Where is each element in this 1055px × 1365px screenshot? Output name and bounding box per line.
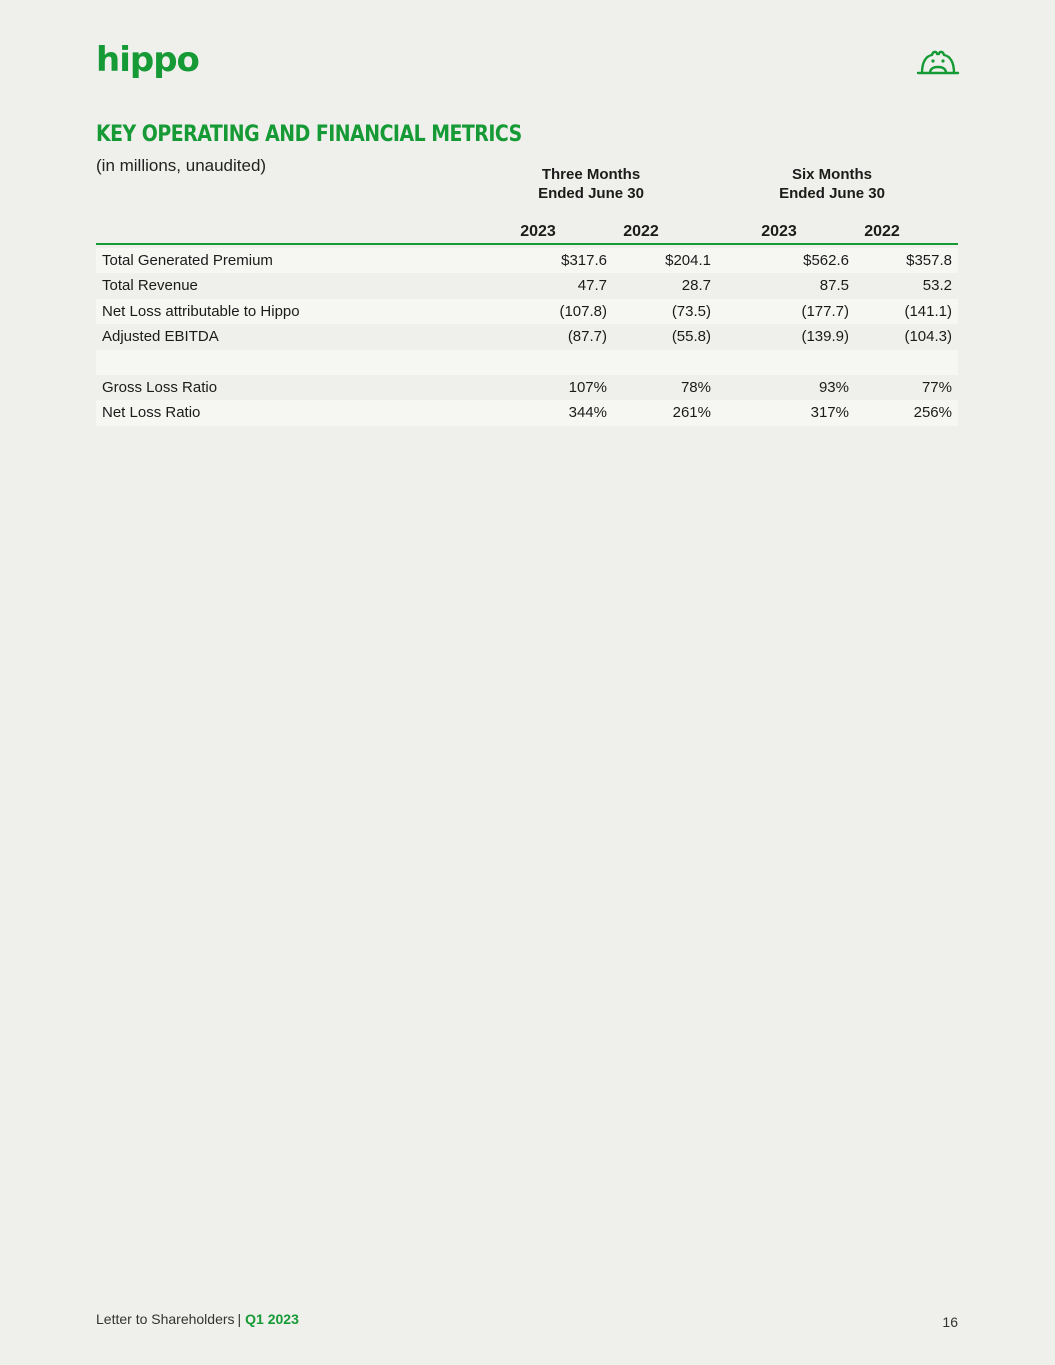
- header-divider: [96, 243, 958, 245]
- row-label: Total Generated Premium: [102, 252, 273, 269]
- year-header-six-months-2022: 2022: [864, 223, 900, 240]
- table-cell: (73.5): [671, 302, 711, 320]
- row-label: Adjusted EBITDA: [102, 328, 219, 346]
- table-cell: 261%: [672, 404, 711, 422]
- table-cell: 28.7: [681, 277, 711, 295]
- table-cell: $204.1: [665, 252, 711, 269]
- table-cell: (87.7): [567, 328, 607, 346]
- year-header-three-months-2022: 2022: [623, 223, 659, 240]
- group-header-line: Three Months: [541, 166, 641, 183]
- table-cell: 344%: [568, 404, 607, 422]
- table-row: [96, 375, 958, 400]
- hippo-logo: hippo: [96, 40, 199, 80]
- table-row: [96, 273, 958, 298]
- table-row: [96, 299, 958, 324]
- table-row-spacer: [96, 350, 958, 375]
- row-label: Net Loss attributable to Hippo: [102, 302, 300, 320]
- table-cell: 78%: [680, 378, 711, 396]
- row-label: Gross Loss Ratio: [102, 378, 218, 396]
- table-cell: $562.6: [803, 252, 849, 269]
- row-label: Total Revenue: [102, 277, 198, 295]
- table-cell: (55.8): [671, 328, 711, 346]
- table-cell: 107%: [568, 378, 607, 396]
- table-cell: $317.6: [561, 252, 607, 269]
- table-cell: $357.8: [906, 252, 952, 269]
- table-cell: (107.8): [559, 302, 607, 320]
- footer-title: Letter to Shareholders: [96, 1311, 235, 1327]
- table-cell: 77%: [921, 378, 952, 396]
- page-number: 16: [942, 1314, 958, 1330]
- table-cell: 317%: [810, 404, 849, 422]
- year-header-three-months-2023: 2023: [520, 223, 556, 240]
- footer-document-label: [96, 1310, 299, 1328]
- table-row: [96, 400, 958, 425]
- metrics-table: [96, 248, 958, 426]
- page-subtitle: (in millions, unaudited): [96, 156, 267, 175]
- year-header-six-months-2023: 2023: [761, 223, 797, 240]
- row-label: Net Loss Ratio: [102, 404, 201, 422]
- page-title: KEY OPERATING AND FINANCIAL METRICS: [96, 122, 522, 147]
- six-months-header: [722, 165, 942, 203]
- table-cell: (141.1): [904, 302, 952, 320]
- group-header-line: Ended June 30: [538, 185, 644, 202]
- table-cell: 93%: [818, 378, 849, 396]
- table-cell: (139.9): [801, 328, 849, 346]
- three-months-header: [481, 165, 701, 203]
- group-header-line: Ended June 30: [779, 185, 885, 202]
- table-cell: 53.2: [922, 277, 952, 295]
- table-cell: (177.7): [801, 302, 849, 320]
- table-row: [96, 324, 958, 349]
- table-cell: (104.3): [904, 328, 952, 346]
- footer-quarter: Q1 2023: [245, 1311, 299, 1327]
- table-cell: 47.7: [577, 277, 607, 295]
- footer-separator: |: [237, 1311, 242, 1327]
- table-cell: 87.5: [819, 277, 849, 295]
- group-header-line: Six Months: [791, 166, 872, 183]
- table-cell: 256%: [913, 404, 952, 422]
- table-row: [96, 248, 958, 273]
- hippo-mascot-icon: [916, 48, 960, 76]
